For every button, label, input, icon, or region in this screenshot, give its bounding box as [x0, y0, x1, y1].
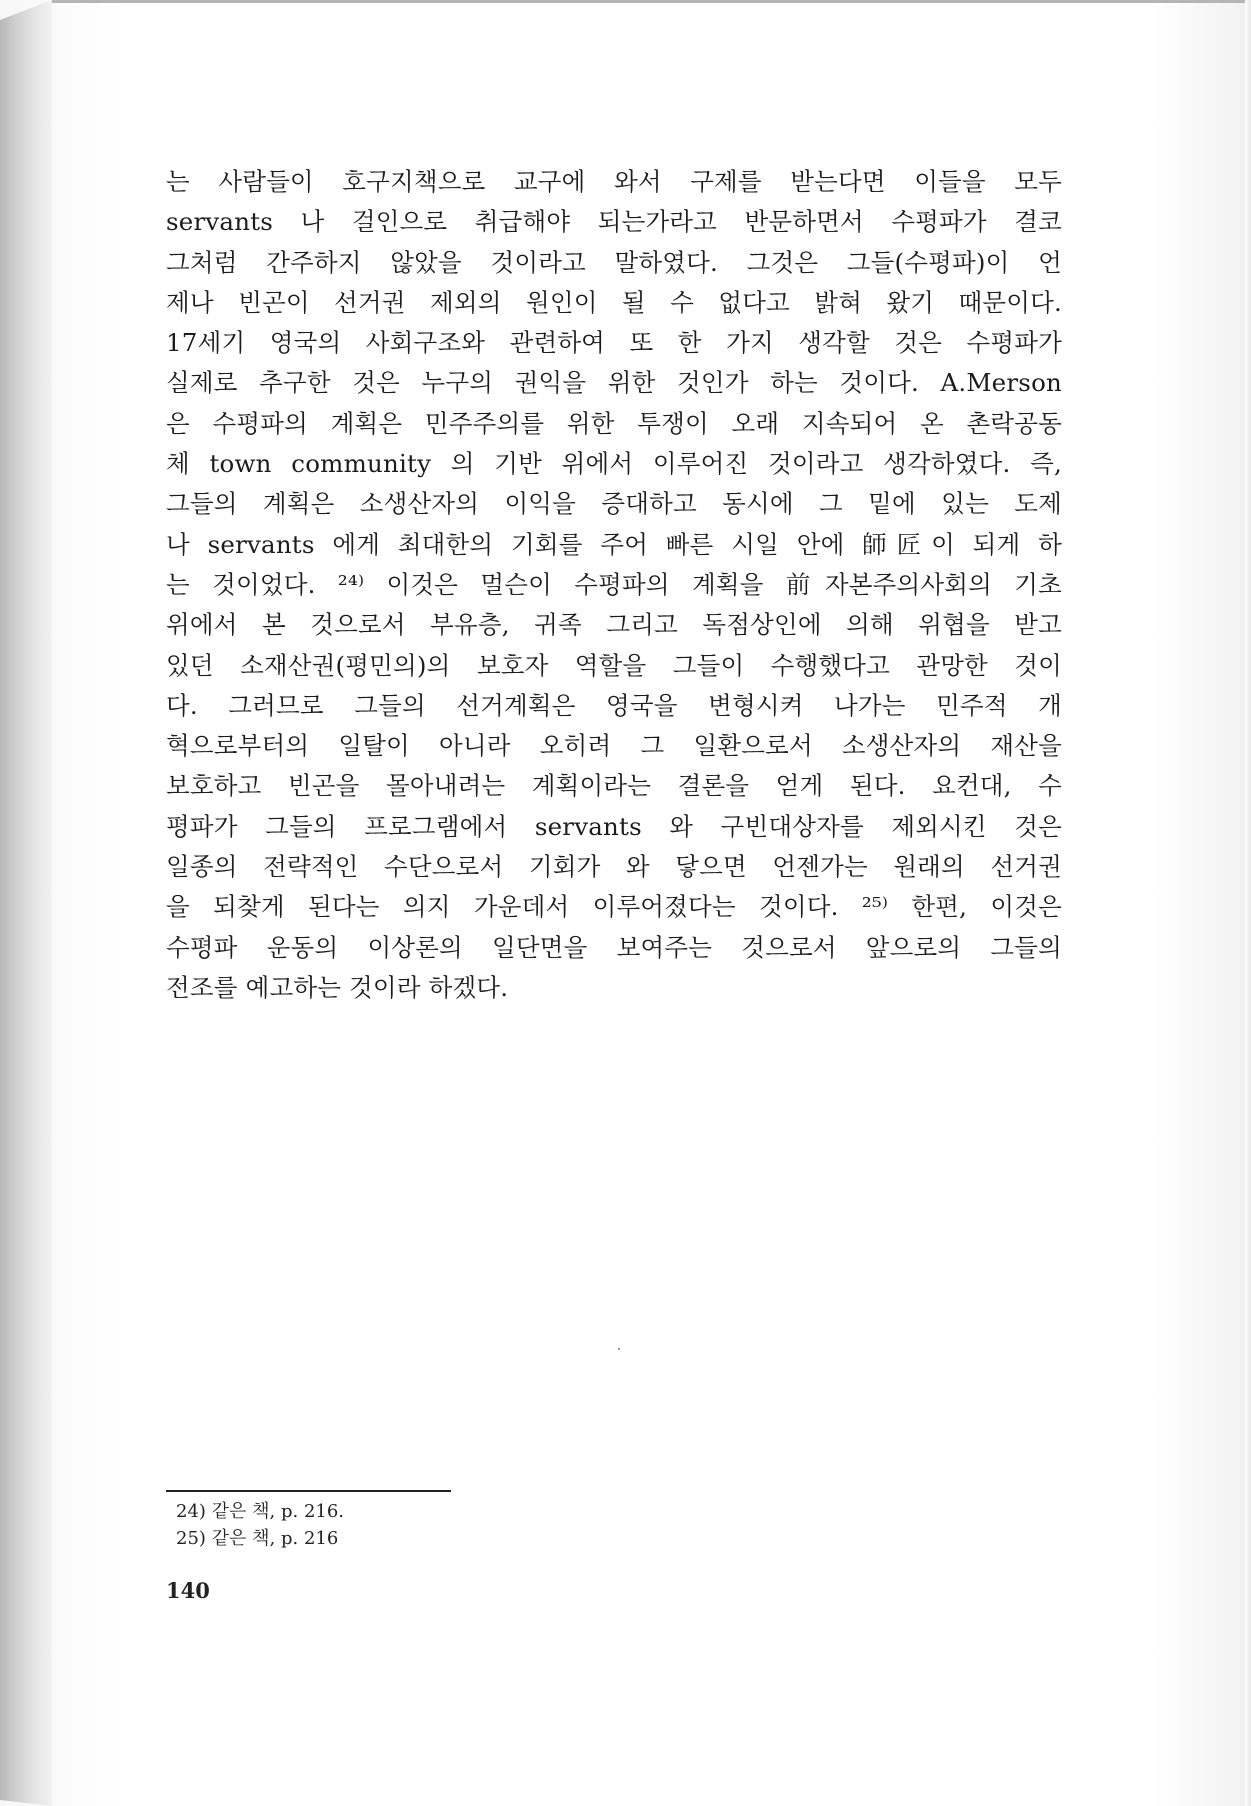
print-speck	[618, 1348, 620, 1350]
text-line: 제나 빈곤이 선거권 제외의 원인이 될 수 없다고 밝혀 왔기 때문이다.	[166, 287, 1062, 317]
page-top-edge	[52, 0, 1251, 3]
page-right-edge	[1245, 0, 1251, 1806]
body-text	[166, 162, 1062, 1008]
page-number: 140	[166, 1578, 210, 1603]
text-line: 일종의 전략적인 수단으로서 기회가 와 닿으면 언젠가는 원래의 선거권	[166, 852, 1062, 882]
footnote-25: 25) 같은 책, p. 216	[176, 1528, 339, 1549]
footnotes	[176, 1498, 344, 1552]
text-line: 을 되찾게 된다는 의지 가운데서 이루어졌다는 것이다. ²⁵⁾ 한편, 이것은	[166, 892, 1062, 922]
text-line: servants 나 걸인으로 취급해야 되는가라고 반문하면서 수평파가 결코	[166, 207, 1062, 237]
text-line: 나 servants 에게 최대한의 기회를 주어 빠른 시일 안에 師匠이 되게 하	[166, 529, 1062, 559]
text-line: 평파가 그들의 프로그램에서 servants 와 구빈대상자를 제외시킨 것은	[166, 811, 1062, 841]
text-line: 는 사람들이 호구지책으로 교구에 와서 구제를 받는다면 이들을 모두	[166, 167, 1062, 196]
footnote-24: 24) 같은 책, p. 216.	[176, 1501, 345, 1522]
text-line: 전조를 예고하는 것이라 하겠다.	[166, 972, 509, 1002]
text-line: 은 수평파의 계획은 민주주의를 위한 투쟁이 오래 지속되어 온 촌락공동	[166, 408, 1062, 438]
text-line: 체 town community 의 기반 위에서 이루어진 것이라고 생각하였다. 즉,	[166, 449, 1062, 479]
text-line: 그처럼 간주하지 않았을 것이라고 말하였다. 그것은 그들(수평파)이 언	[166, 247, 1062, 277]
text-line: 혁으로부터의 일탈이 아니라 오히려 그 일환으로서 소생산자의 재산을	[166, 731, 1062, 761]
text-line: 있던 소재산권(평민의)의 보호자 역할을 그들이 수행했다고 관망한 것이	[166, 650, 1062, 680]
text-line: 는 것이었다. ²⁴⁾ 이것은 멀슨이 수평파의 계획을 前자본주의사회의 기초	[166, 569, 1062, 599]
text-line: 다. 그러므로 그들의 선거계획은 영국을 변형시켜 나가는 민주적 개	[166, 690, 1062, 720]
footnote-divider	[166, 1490, 451, 1492]
book-spine-edge	[0, 0, 53, 1806]
text-line: 수평파 운동의 이상론의 일단면을 보여주는 것으로서 앞으로의 그들의	[166, 932, 1062, 962]
text-line: 실제로 추구한 것은 누구의 권익을 위한 것인가 하는 것이다. A.Merson	[166, 368, 1062, 398]
text-line: 그들의 계획은 소생산자의 이익을 증대하고 동시에 그 밑에 있는 도제	[166, 489, 1062, 519]
text-line: 보호하고 빈곤을 몰아내려는 계획이라는 결론을 얻게 된다. 요컨대, 수	[166, 771, 1062, 801]
text-line: 17세기 영국의 사회구조와 관련하여 또 한 가지 생각할 것은 수평파가	[166, 328, 1062, 358]
text-line: 위에서 본 것으로서 부유층, 귀족 그리고 독점상인에 의해 위협을 받고	[166, 610, 1062, 640]
